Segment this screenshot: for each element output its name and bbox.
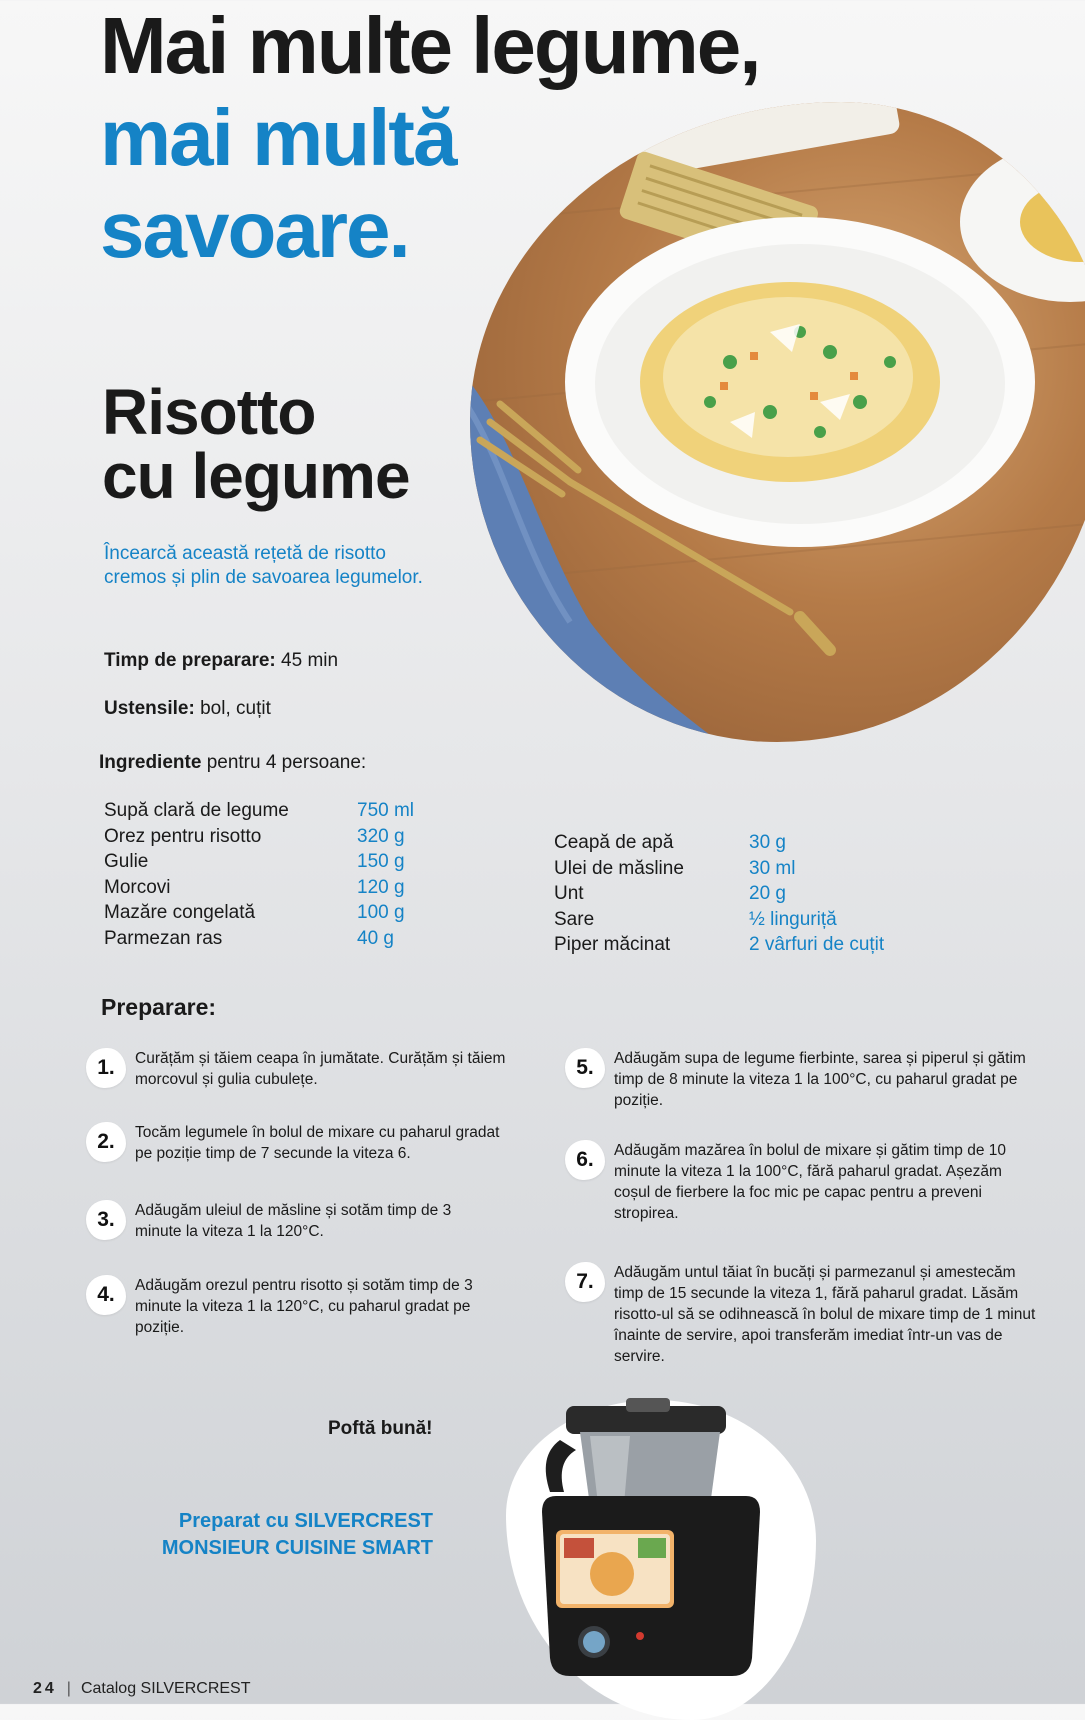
headline-line-1: Mai multe legume, bbox=[100, 1, 760, 90]
utensils-value: bol, cuțit bbox=[200, 698, 271, 719]
recipe-intro: Încearcă această rețetă de risotto cremos și plin de savoarea legumelor. bbox=[104, 543, 423, 588]
ingredient-name: Morcovi bbox=[104, 876, 171, 898]
made-with-line-2: MONSIEUR CUISINE SMART bbox=[161, 1537, 433, 1559]
recipe-title bbox=[102, 376, 410, 512]
ingredient-name: Piper măcinat bbox=[554, 934, 671, 955]
ingredient-name: Supă clară de legume bbox=[104, 800, 289, 821]
ingredients-heading bbox=[99, 752, 366, 774]
step-number-badge: 1. bbox=[86, 1048, 126, 1088]
ingredient-name: Sare bbox=[554, 908, 595, 930]
ingredient-row bbox=[104, 900, 414, 926]
ingredient-name: Parmezan ras bbox=[104, 927, 223, 949]
ingredient-qty: 2 vârfuri de cuțit bbox=[749, 934, 885, 955]
step-text: Curățăm și tăiem ceapa în jumătate. Curățăm și tăiem morcovul și gulia cubulețe. bbox=[135, 1050, 506, 1088]
page-footer bbox=[33, 1680, 251, 1698]
ingredient-name: Ceapă de apă bbox=[554, 832, 674, 853]
ingredient-name: Ulei de măsline bbox=[554, 857, 684, 879]
catalog-name: Catalog SILVERCREST bbox=[80, 1680, 251, 1697]
recipe-title-line-2: cu legume bbox=[102, 440, 410, 512]
closing-text: Poftă bună! bbox=[328, 1418, 433, 1439]
step-text: Adăugăm supa de legume fierbinte, sarea și piperul și gătim timp de 8 minute la viteza 1 la 100°C, cu paharul gradat pe poziție. bbox=[614, 1050, 1026, 1109]
step-3 bbox=[86, 1200, 516, 1242]
made-with-note bbox=[150, 1508, 433, 1562]
step-text: Adăugăm uleiul de măsline și sotăm timp de 3 minute la viteza 1 la 120°C. bbox=[135, 1202, 452, 1240]
step-1 bbox=[86, 1048, 516, 1090]
ingredient-name: Unt bbox=[554, 883, 584, 904]
headline-line-2: mai multă bbox=[100, 93, 456, 182]
ingredient-row bbox=[554, 856, 884, 882]
ingredient-qty: 750 ml bbox=[357, 800, 415, 821]
ingredient-qty: ½ linguriță bbox=[749, 908, 837, 930]
ingredient-qty: 20 g bbox=[749, 883, 786, 904]
preparation-heading: Preparare: bbox=[101, 994, 217, 1020]
ingredient-qty: 100 g bbox=[357, 902, 405, 923]
step-number-badge: 4. bbox=[86, 1275, 126, 1315]
ingredient-row bbox=[104, 926, 414, 952]
ingredient-name: Orez pentru risotto bbox=[104, 825, 262, 847]
kitchen-machine-icon bbox=[520, 1396, 790, 1696]
step-number-badge: 2. bbox=[86, 1122, 126, 1162]
ingredient-qty: 30 ml bbox=[749, 857, 796, 879]
recipe-title-line-1: Risotto bbox=[102, 376, 316, 448]
prep-time-label: Timp de preparare: bbox=[104, 650, 276, 671]
ingredient-qty: 320 g bbox=[357, 825, 405, 847]
step-5 bbox=[565, 1048, 1045, 1111]
step-text: Tocăm legumele în bolul de mixare cu paharul gradat pe poziție timp de 7 secunde la viteza 6. bbox=[135, 1124, 500, 1162]
prep-time bbox=[104, 650, 338, 672]
step-number-badge: 7. bbox=[565, 1262, 605, 1302]
ingredient-row bbox=[104, 849, 414, 875]
ingredient-qty: 40 g bbox=[357, 927, 394, 949]
ingredient-row bbox=[554, 881, 884, 907]
ingredient-row bbox=[104, 875, 414, 901]
ingredient-row bbox=[554, 830, 884, 856]
step-number-badge: 5. bbox=[565, 1048, 605, 1088]
step-4 bbox=[86, 1275, 516, 1338]
ingredient-qty: 120 g bbox=[357, 876, 405, 898]
ingredient-name: Mazăre congelată bbox=[104, 902, 256, 923]
ingredient-name: Gulie bbox=[104, 851, 149, 872]
footer-divider: | bbox=[66, 1680, 71, 1697]
prep-time-value: 45 min bbox=[281, 650, 339, 671]
ingredient-qty: 30 g bbox=[749, 832, 786, 853]
ingredients-label: Ingrediente bbox=[99, 752, 202, 773]
step-text: Adăugăm orezul pentru risotto și sotăm timp de 3 minute la viteza 1 la 120°C, cu paharul gradat pe poziție. bbox=[135, 1277, 473, 1336]
ingredients-suffix: pentru 4 persoane: bbox=[206, 752, 367, 773]
step-text: Adăugăm untul tăiat în bucăți și parmezanul și amestecăm timp de 15 secunde la viteza 1, fără paharul gradat. Lăsăm risotto-ul să se odihnească în bolul de mixare timp de 1 minut înainte de servire, apoi transferăm imediat într-un vas de servire. bbox=[614, 1264, 1036, 1365]
ingredient-qty: 150 g bbox=[357, 851, 405, 872]
ingredient-row bbox=[554, 907, 884, 933]
utensils-label: Ustensile: bbox=[104, 698, 195, 719]
page-number: 24 bbox=[33, 1680, 57, 1697]
step-7 bbox=[565, 1262, 1055, 1367]
ingredients-list-right bbox=[554, 830, 884, 958]
step-number-badge: 3. bbox=[86, 1200, 126, 1240]
headline-line-3: savoare. bbox=[100, 185, 409, 274]
step-text: Adăugăm mazărea în bolul de mixare și gătim timp de 10 minute la viteza 1 la 100°C, fără paharul gradat. Așezăm coșul de fierbere la foc mic pe capac pentru a preveni stropirea. bbox=[614, 1142, 1007, 1222]
ingredient-row bbox=[554, 932, 884, 958]
ingredients-list-left bbox=[104, 798, 414, 951]
utensils bbox=[104, 698, 271, 720]
step-6 bbox=[565, 1140, 1045, 1224]
step-number-badge: 6. bbox=[565, 1140, 605, 1180]
ingredient-row bbox=[104, 798, 414, 824]
ingredient-row bbox=[104, 824, 414, 850]
made-with-line-1: Preparat cu SILVERCREST bbox=[178, 1510, 433, 1532]
step-2 bbox=[86, 1122, 516, 1164]
